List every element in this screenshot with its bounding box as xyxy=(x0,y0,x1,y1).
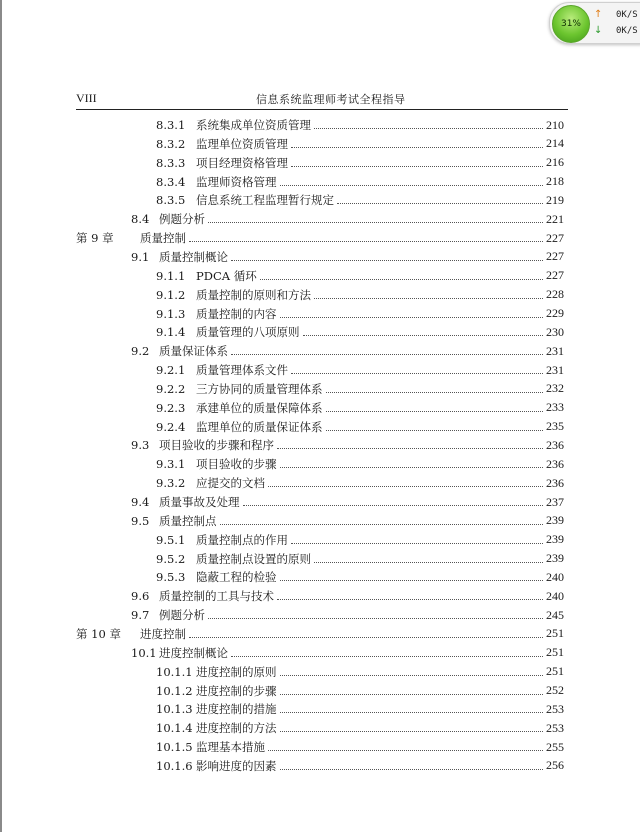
toc-entry-page: 251 xyxy=(546,645,564,660)
toc-entry-page: 237 xyxy=(546,494,564,509)
cpu-usage-indicator[interactable] xyxy=(552,5,590,43)
toc-entry-number: 9.5 xyxy=(131,513,150,528)
dot-leader xyxy=(260,278,543,280)
toc-subsection-entry[interactable] xyxy=(156,719,564,737)
toc-subsection-entry[interactable] xyxy=(156,418,564,436)
toc-entry-title: 三方协同的质量管理体系 xyxy=(196,381,323,396)
toc-entry-page: 236 xyxy=(546,456,564,471)
page-header xyxy=(76,91,568,110)
toc-entry-page: 240 xyxy=(546,569,564,584)
toc-subsection-entry[interactable] xyxy=(156,116,564,134)
toc-subsection-entry[interactable] xyxy=(156,455,564,473)
toc-entry-page: 228 xyxy=(546,287,564,302)
toc-entry-number: 9.1.3 xyxy=(156,306,186,321)
toc-subsection-entry[interactable] xyxy=(156,700,564,718)
toc-entry-title: 质量控制概论 xyxy=(159,249,228,264)
toc-entry-page: 252 xyxy=(546,683,564,697)
dot-leader xyxy=(291,372,543,374)
dot-leader xyxy=(231,259,543,261)
toc-subsection-entry[interactable] xyxy=(156,399,564,417)
dot-leader xyxy=(280,730,544,732)
toc-entry-title: 质量控制点的作用 xyxy=(196,532,288,547)
toc-entry-number: 8.3.5 xyxy=(156,193,186,208)
dot-leader xyxy=(280,184,544,186)
toc-entry-title: 监理基本措施 xyxy=(196,740,265,755)
toc-entry-page: 239 xyxy=(546,551,564,566)
upload-speed: 0K/S xyxy=(616,10,638,20)
toc-entry-title: 质量控制的原则和方法 xyxy=(196,287,311,302)
toc-entry-page: 245 xyxy=(546,607,564,622)
toc-entry-number: 10.1.3 xyxy=(156,702,193,717)
dot-leader xyxy=(220,523,544,525)
toc-entry-number: 8.3.1 xyxy=(156,118,186,132)
toc-entry-number: 9.3.1 xyxy=(156,457,186,472)
toc-entry-title: 项目验收的步骤和程序 xyxy=(159,438,274,453)
toc-subsection-entry[interactable] xyxy=(156,286,564,304)
toc-entry-page: 218 xyxy=(546,174,564,189)
toc-entry-title: 质量保证体系 xyxy=(159,344,228,359)
toc-entry-page: 210 xyxy=(546,117,564,132)
toc-entry-number: 9.2.3 xyxy=(156,400,186,415)
upload-arrow-icon: ↑ xyxy=(594,9,603,20)
toc-entry-page: 230 xyxy=(546,324,564,339)
toc-entry-title: 监理师资格管理 xyxy=(196,174,277,189)
toc-section-entry[interactable] xyxy=(131,342,564,360)
toc-entry-number: 9.1.2 xyxy=(156,287,186,302)
toc-entry-number: 第 9 章 xyxy=(76,231,114,246)
toc-subsection-entry[interactable] xyxy=(156,757,564,775)
toc-entry-page: 239 xyxy=(546,532,564,547)
toc-subsection-entry[interactable] xyxy=(156,550,564,568)
download-speed: 0K/S xyxy=(616,26,638,36)
toc-entry-title: 质量事故及处理 xyxy=(159,495,240,509)
toc-entry-title: 项目经理资格管理 xyxy=(196,155,288,170)
toc-entry-title: 承建单位的质量保障体系 xyxy=(196,400,323,415)
toc-entry-title: 监理单位的质量保证体系 xyxy=(196,419,323,434)
toc-chapter-entry[interactable] xyxy=(76,625,564,643)
toc-subsection-entry[interactable] xyxy=(156,305,564,323)
dot-leader xyxy=(280,693,544,695)
toc-entry-page: 251 xyxy=(546,626,564,641)
dot-leader xyxy=(208,617,543,619)
toc-subsection-entry[interactable] xyxy=(156,173,564,191)
dot-leader xyxy=(314,127,543,129)
toc-entry-title: PDCA 循环 xyxy=(196,268,257,283)
toc-entry-page: 239 xyxy=(546,513,564,528)
dot-leader xyxy=(268,485,543,487)
dot-leader xyxy=(291,542,543,544)
toc-subsection-entry[interactable] xyxy=(156,380,564,398)
toc-entry-number: 10.1.6 xyxy=(156,758,193,773)
toc-section-entry[interactable] xyxy=(131,210,564,228)
toc-entry-page: 240 xyxy=(546,588,564,603)
dot-leader xyxy=(280,768,544,770)
toc-entry-page: 253 xyxy=(546,701,564,716)
dot-leader xyxy=(243,504,544,506)
toc-entry-number: 第 10 章 xyxy=(76,626,121,641)
dot-leader xyxy=(326,429,544,431)
dot-leader xyxy=(268,749,543,751)
toc-entry-title: 信息系统工程监理暂行规定 xyxy=(196,193,334,208)
toc-entry-number: 9.1 xyxy=(131,249,150,264)
toc-entry-title: 应提交的文档 xyxy=(196,476,265,491)
toc-entry-page: 256 xyxy=(546,758,564,773)
toc-chapter-entry[interactable] xyxy=(76,229,564,247)
toc-entry-number: 8.3.3 xyxy=(156,155,186,170)
toc-entry-page: 227 xyxy=(546,268,564,283)
toc-entry-title: 质量控制点 xyxy=(159,513,217,528)
toc-entry-page: 214 xyxy=(546,136,564,151)
toc-entry-number: 8.4 xyxy=(131,212,150,227)
network-speed-widget[interactable] xyxy=(549,2,640,44)
toc-entry-title: 质量管理的八项原则 xyxy=(196,325,300,340)
toc-entry-page: 232 xyxy=(546,381,564,396)
toc-entry-number: 9.7 xyxy=(131,608,150,623)
toc-entry-number: 9.3 xyxy=(131,438,150,453)
toc-section-entry[interactable] xyxy=(131,644,564,662)
download-arrow-icon: ↓ xyxy=(594,25,603,36)
toc-entry-page: 231 xyxy=(546,343,564,358)
toc-entry-number: 10.1.4 xyxy=(156,721,193,736)
toc-section-entry[interactable] xyxy=(131,436,564,454)
toc-entry-title: 例题分析 xyxy=(159,212,205,227)
toc-entry-page: 236 xyxy=(546,475,564,490)
toc-subsection-entry[interactable] xyxy=(156,154,564,172)
dot-leader xyxy=(291,146,543,148)
toc-entry-page: 227 xyxy=(546,230,564,245)
toc-subsection-entry[interactable] xyxy=(156,474,564,492)
dot-leader xyxy=(303,334,544,336)
toc-entry-number: 8.3.2 xyxy=(156,136,186,151)
dot-leader xyxy=(291,165,543,167)
toc-entry-title: 质量控制点设置的原则 xyxy=(196,551,311,566)
toc-entry-number: 9.5.2 xyxy=(156,551,186,566)
dot-leader xyxy=(280,711,544,713)
toc-entry-title: 项目验收的步骤 xyxy=(196,457,277,472)
toc-entry-page: 233 xyxy=(546,400,564,415)
toc-entry-page: 253 xyxy=(546,720,564,735)
toc-entry-number: 9.1.1 xyxy=(156,268,186,283)
toc-entry-title: 隐蔽工程的检验 xyxy=(196,570,277,585)
dot-leader xyxy=(326,410,544,412)
toc-entry-title: 例题分析 xyxy=(159,608,205,623)
page-number: VIII xyxy=(76,91,97,105)
toc-entry-title: 质量控制的工具与技术 xyxy=(159,589,274,604)
dot-leader xyxy=(280,466,544,468)
toc-entry-title: 进度控制概论 xyxy=(159,645,228,660)
toc-subsection-entry[interactable] xyxy=(156,267,564,285)
toc-entry-page: 221 xyxy=(546,211,564,226)
dot-leader xyxy=(314,561,543,563)
dot-leader xyxy=(277,598,543,600)
dot-leader xyxy=(208,221,543,223)
dot-leader xyxy=(314,297,543,299)
toc-subsection-entry[interactable] xyxy=(156,191,564,209)
toc-subsection-entry[interactable] xyxy=(156,663,564,681)
toc-entry-title: 进度控制的方法 xyxy=(196,721,277,736)
toc-entry-number: 9.2.4 xyxy=(156,419,186,434)
toc-entry-title: 进度控制的措施 xyxy=(196,702,277,717)
toc-entry-number: 9.2.2 xyxy=(156,381,186,396)
dot-leader xyxy=(337,202,543,204)
toc-subsection-entry[interactable] xyxy=(156,738,564,756)
toc-entry-page: 236 xyxy=(546,437,564,452)
page-left-edge xyxy=(0,0,2,832)
toc-entry-title: 进度控制的步骤 xyxy=(196,683,277,698)
toc-entry-number: 8.3.4 xyxy=(156,174,186,189)
toc-subsection-entry[interactable] xyxy=(156,682,564,700)
toc-section-entry[interactable] xyxy=(131,606,564,624)
toc-subsection-entry[interactable] xyxy=(156,531,564,549)
toc-entry-page: 251 xyxy=(546,664,564,679)
toc-entry-number: 9.4 xyxy=(131,495,150,509)
toc-entry-title: 质量控制 xyxy=(140,231,186,246)
toc-entry-page: 219 xyxy=(546,192,564,207)
toc-entry-title: 系统集成单位资质管理 xyxy=(196,118,311,132)
toc-entry-page: 216 xyxy=(546,155,564,170)
toc-entry-number: 9.2 xyxy=(131,344,150,359)
dot-leader xyxy=(189,240,543,242)
toc-entry-page: 235 xyxy=(546,419,564,434)
toc-entry-number: 9.1.4 xyxy=(156,325,186,340)
toc-entry-number: 9.3.2 xyxy=(156,476,186,491)
toc-subsection-entry[interactable] xyxy=(156,361,564,379)
cpu-usage-text: 31% xyxy=(560,19,581,29)
toc-entry-page: 231 xyxy=(546,362,564,377)
toc-entry-title: 质量管理体系文件 xyxy=(196,363,288,378)
toc-section-entry[interactable] xyxy=(131,587,564,605)
toc-subsection-entry[interactable] xyxy=(156,135,564,153)
toc-entry-number: 9.6 xyxy=(131,589,150,604)
toc-entry-number: 10.1.2 xyxy=(156,683,193,698)
toc-entry-page: 229 xyxy=(546,306,564,320)
toc-subsection-entry[interactable] xyxy=(156,323,564,341)
toc-subsection-entry[interactable] xyxy=(156,568,564,586)
toc-entry-title: 进度控制的原则 xyxy=(196,664,277,679)
toc-entry-number: 9.5.3 xyxy=(156,570,186,585)
dot-leader xyxy=(231,353,543,355)
toc-entry-title: 监理单位资质管理 xyxy=(196,136,288,151)
dot-leader xyxy=(231,655,543,657)
toc-section-entry[interactable] xyxy=(131,512,564,530)
toc-entry-number: 10.1 xyxy=(131,645,157,660)
book-title: 信息系统监理师考试全程指导 xyxy=(256,93,406,106)
toc-entry-number: 9.2.1 xyxy=(156,363,186,378)
dot-leader xyxy=(189,636,543,638)
dot-leader xyxy=(280,579,544,581)
toc-entry-page: 227 xyxy=(546,249,564,264)
dot-leader xyxy=(277,447,543,449)
toc-entry-title: 影响进度的因素 xyxy=(196,758,277,773)
toc-entry-title: 质量控制的内容 xyxy=(196,306,277,321)
toc-entry-number: 10.1.5 xyxy=(156,740,193,755)
toc-entry-page: 255 xyxy=(546,739,564,754)
toc-entry-number: 9.5.1 xyxy=(156,532,186,547)
dot-leader xyxy=(280,316,544,318)
dot-leader xyxy=(326,391,544,393)
toc-section-entry[interactable] xyxy=(131,493,564,511)
toc-section-entry[interactable] xyxy=(131,248,564,266)
dot-leader xyxy=(280,674,544,676)
toc-entry-number: 10.1.1 xyxy=(156,664,193,679)
toc-entry-title: 进度控制 xyxy=(140,626,186,641)
